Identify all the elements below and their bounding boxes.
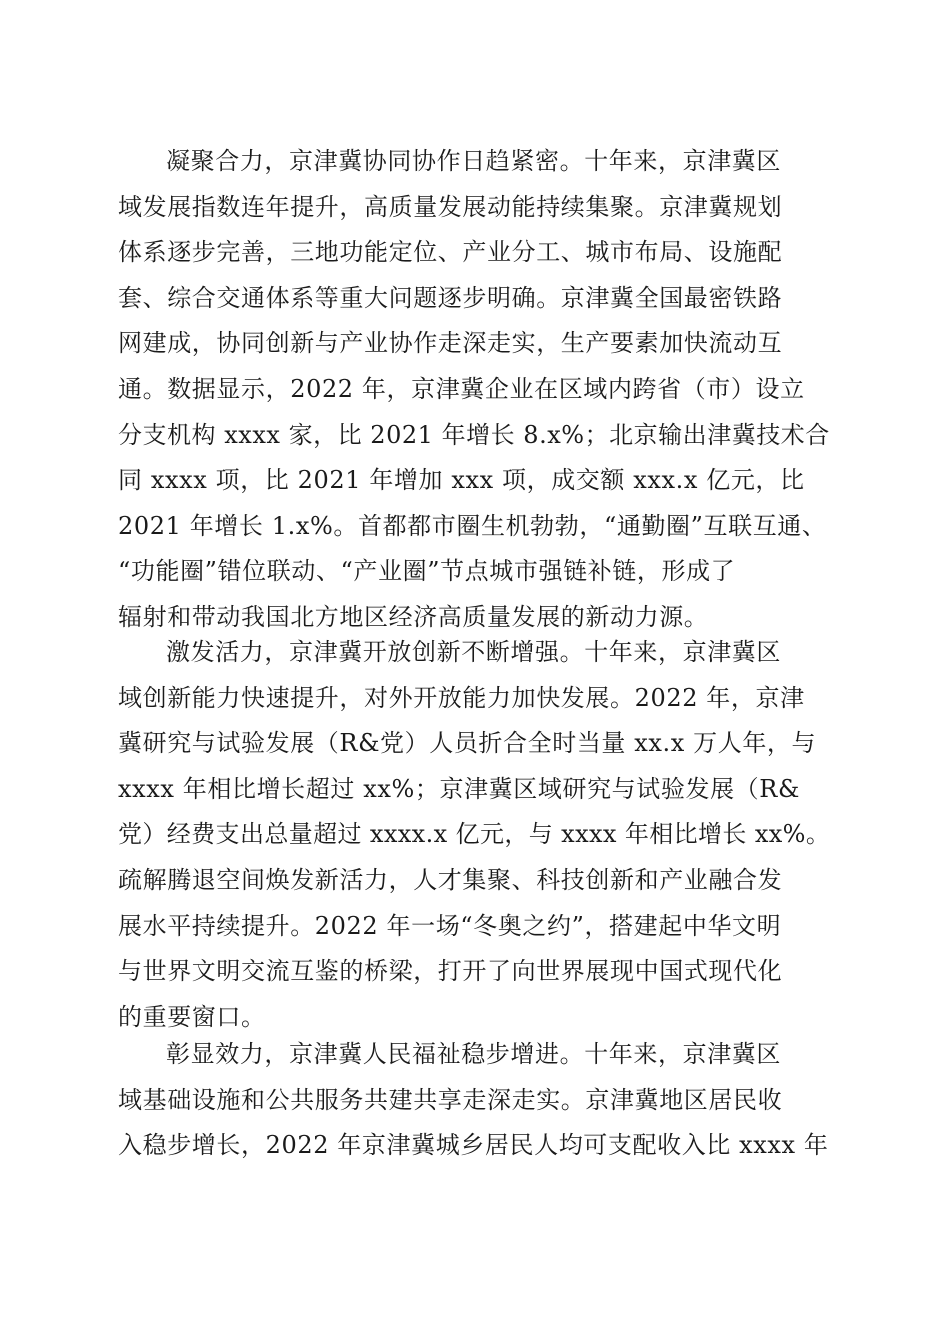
text-line: 与世界文明交流互鉴的桥梁，打开了向世界展现中国式现代化: [118, 957, 783, 986]
text-line: 域发展指数连年提升，高质量发展动能持续集聚。京津冀规划: [118, 192, 783, 221]
text-line: “功能圈”错位联动、“产业圈”节点城市强链补链，形成了: [118, 557, 736, 586]
text-line: 辐射和带动我国北方地区经济高质量发展的新动力源。: [118, 602, 709, 631]
text-line: 冀研究与试验发展（R&党）人员折合全时当量 xx.x 万人年，与: [118, 729, 817, 758]
text-line: 彰显效力，京津冀人民福祉稳步增进。十年来，京津冀区: [166, 1040, 781, 1068]
text-line: 分支机构 xxxx 家，比 2021 年增长 8.x%；北京输出津冀技术合: [118, 420, 830, 449]
text-line: 2021 年增长 1.x%。首都都市圈生机勃勃，“通勤圈”互联互通、: [118, 511, 827, 540]
text-line: 的重要窗口。: [118, 1002, 266, 1031]
text-line: xxxx 年相比增长超过 xx%；京津冀区域研究与试验发展（R&: [118, 774, 800, 803]
text-line: 网建成，协同创新与产业协作走深走实，生产要素加快流动互: [118, 329, 783, 358]
text-line: 体系逐步完善，三地功能定位、产业分工、城市布局、设施配: [118, 238, 783, 267]
text-line: 党）经费支出总量超过 xxxx.x 亿元，与 xxxx 年相比增长 xx%。: [118, 820, 831, 849]
paragraph-innovation: [118, 630, 830, 1040]
text-line: 套、综合交通体系等重大问题逐步明确。京津冀全国最密铁路: [118, 283, 783, 312]
text-line: 激发活力，京津冀开放创新不断增强。十年来，京津冀区: [166, 638, 781, 666]
text-line: 域基础设施和公共服务共建共享走深走实。京津冀地区居民收: [118, 1085, 783, 1114]
text-line: 入稳步增长，2022 年京津冀城乡居民人均可支配收入比 xxxx 年: [118, 1131, 829, 1160]
text-line: 通。数据显示，2022 年，京津冀企业在区域内跨省（市）设立: [118, 374, 805, 403]
paragraph-welfare: [118, 1032, 830, 1169]
paragraph-coordination: [118, 139, 830, 641]
text-line: 凝聚合力，京津冀协同协作日趋紧密。十年来，京津冀区: [166, 147, 781, 175]
text-line: 域创新能力快速提升，对外开放能力加快发展。2022 年，京津: [118, 683, 805, 712]
text-line: 疏解腾退空间焕发新活力，人才集聚、科技创新和产业融合发: [118, 865, 783, 894]
text-line: 展水平持续提升。2022 年一场“冬奥之约”，搭建起中华文明: [118, 911, 782, 940]
text-line: 同 xxxx 项，比 2021 年增加 xxx 项，成交额 xxx.x 亿元，比: [118, 466, 805, 495]
